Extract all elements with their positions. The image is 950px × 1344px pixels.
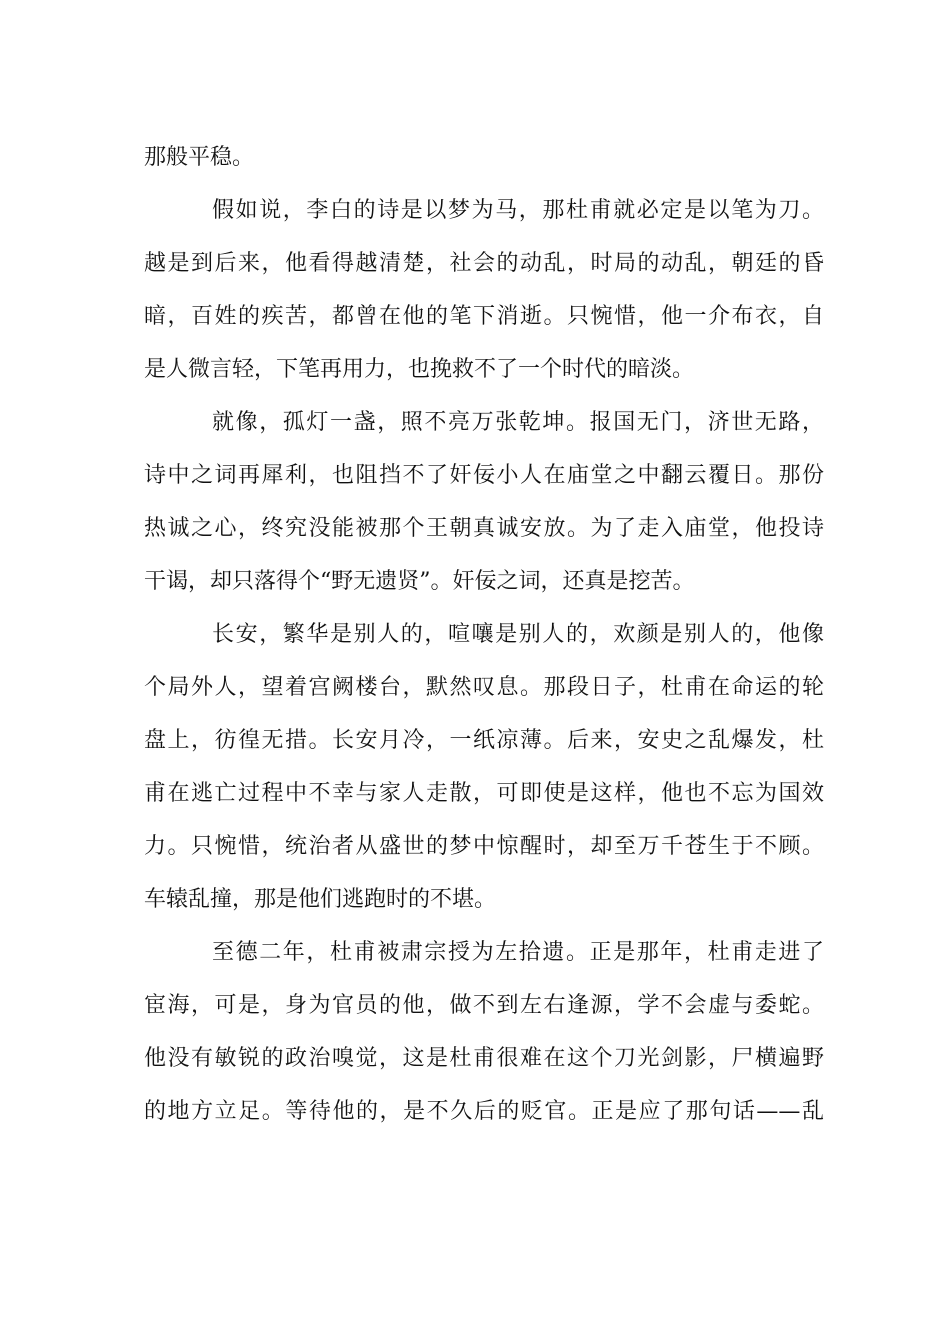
text-line: 是人微言轻，下笔再用力，也挽救不了一个时代的暗淡。 bbox=[144, 357, 695, 382]
text-line: 的地方立足。等待他的，是不久后的贬官。正是应了那句话——乱 bbox=[144, 1099, 824, 1124]
paragraph-first-line: 长安，繁华是别人的，喧嚷是别人的，欢颜是别人的，他像 bbox=[212, 622, 824, 647]
text-line: 那般平稳。 bbox=[144, 145, 255, 170]
text-line: 越是到后来，他看得越清楚，社会的动乱，时局的动乱，朝廷的昏 bbox=[144, 251, 824, 276]
text-line: 宦海，可是，身为官员的他，做不到左右逢源，学不会虚与委蛇。 bbox=[144, 993, 824, 1018]
text-line: 干谒，却只落得个“野无遗贤”。奸佞之词，还真是挖苦。 bbox=[144, 569, 695, 594]
body-text bbox=[144, 131, 824, 1138]
paragraph-first-line: 至德二年，杜甫被肃宗授为左拾遗。正是那年，杜甫走进了 bbox=[212, 940, 824, 965]
paragraph-first-line: 假如说，李白的诗是以梦为马，那杜甫就必定是以笔为刀。 bbox=[212, 198, 824, 223]
text-line: 盘上，彷徨无措。长安月冷，一纸凉薄。后来，安史之乱爆发，杜 bbox=[144, 728, 824, 753]
text-line: 甫在逃亡过程中不幸与家人走散，可即使是这样，他也不忘为国效 bbox=[144, 781, 824, 806]
text-line: 他没有敏锐的政治嗅觉，这是杜甫很难在这个刀光剑影，尸横遍野 bbox=[144, 1046, 824, 1071]
text-line: 暗，百姓的疾苦，都曾在他的笔下消逝。只惋惜，他一介布衣，自 bbox=[144, 304, 824, 329]
text-line: 个局外人，望着宫阙楼台，默然叹息。那段日子，杜甫在命运的轮 bbox=[144, 675, 824, 700]
paragraph-first-line: 就像，孤灯一盏，照不亮万张乾坤。报国无门，济世无路， bbox=[212, 410, 824, 435]
text-line: 诗中之词再犀利，也阻挡不了奸佞小人在庙堂之中翻云覆日。那份 bbox=[144, 463, 824, 488]
text-line: 力。只惋惜，统治者从盛世的梦中惊醒时，却至万千苍生于不顾。 bbox=[144, 834, 824, 859]
text-line: 热诚之心，终究没能被那个王朝真诚安放。为了走入庙堂，他投诗 bbox=[144, 516, 824, 541]
text-line: 车辕乱撞，那是他们逃跑时的不堪。 bbox=[144, 887, 497, 912]
